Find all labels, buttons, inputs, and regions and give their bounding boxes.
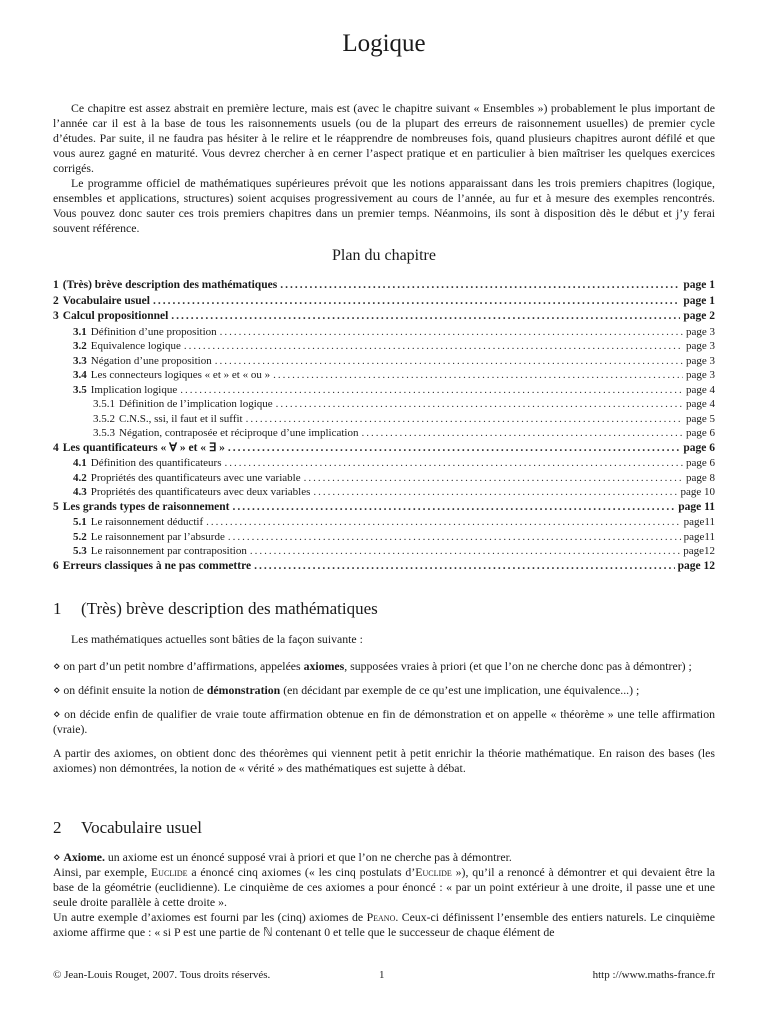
section-2-number: 2 [53, 818, 62, 837]
toc-entry-number: 5 [53, 500, 59, 513]
toc-entry-page: page 8 [685, 471, 715, 484]
toc-entry-page: page 4 [685, 383, 715, 396]
toc-entry-number: 4 [53, 441, 59, 454]
toc-entry-page: page11 [683, 530, 715, 543]
toc-entry-page: page 5 [685, 412, 715, 425]
toc-leader-dots [171, 309, 680, 325]
intro-paragraph-2: Le programme officiel de mathématiques supérieures prévoit que les notions apparaissant dans les trois premiers chapitres (logique, ensembles et applications, structures) soient acquises progressivement au cours de l’année, au fur et à mesure des exemples rencontrés. Vous pouvez donc sauter ces trois premiers chapitres dans un premier temps. Néanmoins, ils sont à disposition dès le début et j’y ferai souvent référence. [53, 176, 715, 235]
toc-entry-page: page 1 [683, 294, 715, 307]
toc-entry-title: Négation d’une proposition [90, 354, 212, 367]
toc-entry-title: Négation, contraposée et réciproque d’une implication [119, 427, 359, 439]
section-2-title: Vocabulaire usuel [81, 818, 203, 837]
toc-entry-title: Définition des quantificateurs [90, 457, 222, 469]
toc-entry-number: 3.5.1 [93, 398, 115, 410]
axiom-definition: ⋄ Axiome. un axiome est un énoncé supposé vrai à priori et que l’on ne cherche pas à démontrer. [53, 850, 512, 864]
diamond-bullet-icon: ⋄ [53, 850, 61, 864]
diamond-bullet-icon: ⋄ [53, 707, 61, 721]
toc-entry-title: Vocabulaire usuel [62, 294, 150, 307]
toc-entry[interactable] [53, 397, 715, 412]
name-euclide: Euclide [150, 865, 188, 879]
toc-entry-page: page 1 [683, 279, 715, 291]
toc-entry-title: Propriétés des quantificateurs avec une variable [90, 471, 301, 484]
toc-entry-number: 3.4 [73, 369, 87, 381]
section-2-heading [53, 818, 202, 838]
toc-entry-page: page 12 [677, 559, 715, 572]
name-peano: Peano [366, 910, 396, 924]
toc-entry-title: Propriétés des quantificateurs avec deux variables [90, 486, 311, 498]
toc-leader-dots [313, 485, 677, 500]
toc-entry-number: 4.1 [73, 457, 87, 469]
toc-entry-page: page 6 [685, 457, 715, 469]
toc-leader-dots [276, 397, 683, 412]
toc-entry-title: Calcul propositionnel [62, 310, 169, 322]
section-1-title: (Très) brève description des mathématiques [81, 599, 378, 618]
diamond-bullet-icon: ⋄ [53, 659, 61, 673]
toc-leader-dots [228, 530, 681, 545]
section-1-heading [53, 599, 378, 619]
toc-leader-dots [153, 294, 680, 310]
footer-copyright: © Jean-Louis Rouget, 2007. Tous droits réservés. [53, 969, 271, 981]
toc-entry-page: page 4 [685, 398, 715, 410]
peano-paragraph: Un autre exemple d’axiomes est fourni par les (cinq) axiomes de Peano. Ceux-ci définissent l’ensemble des entiers naturels. Le cinquième axiome affirme que : « si P est une partie de ℕ contenant 0 et telle que le successeur de chaque élément de [53, 910, 715, 939]
toc-leader-dots [250, 544, 680, 559]
toc-entry-title: Définition de l’implication logique [119, 398, 273, 410]
section-1-lead: Les mathématiques actuelles sont bâties de la façon suivante : [71, 632, 363, 646]
toc-entry[interactable] [53, 485, 715, 500]
toc-entry-title: Définition d’une proposition [90, 325, 217, 338]
toc-entry-page: page 11 [678, 500, 715, 513]
toc-entry[interactable] [53, 325, 715, 340]
toc-entry-page: page 3 [685, 340, 715, 352]
toc-entry-number: 3.3 [73, 354, 87, 367]
diamond-bullet-icon: ⋄ [53, 683, 61, 697]
toc-entry[interactable] [53, 471, 715, 486]
term-demonstration: démonstration [206, 683, 281, 697]
toc-entry-number: 3.5.2 [93, 412, 115, 425]
toc-entry[interactable] [53, 412, 715, 427]
toc-entry-page: page11 [683, 516, 715, 528]
toc-leader-dots [304, 471, 683, 486]
euclide-paragraph: Ainsi, par exemple, Euclide a énoncé cinq axiomes (« les cinq postulats d’Euclide »), qu’il a renoncé à démontrer et qui devaient être la base de la géométrie (euclidienne). Le cinquième de ces axiomes a pour énoncé : « par un point extérieur à une droite, il passe une et une seule droite parallèle à cette droite ». [53, 865, 715, 909]
toc-entry[interactable] [53, 294, 715, 310]
toc-leader-dots [254, 559, 675, 575]
toc-leader-dots [361, 426, 683, 441]
toc-leader-dots [280, 278, 680, 294]
toc-entry-title: C.N.S., ssi, il faut et il suffit [119, 412, 243, 425]
toc-entry-number: 2 [53, 294, 59, 307]
toc-entry-page: page 3 [685, 354, 715, 367]
toc-entry-title: (Très) brève description des mathématiques [62, 279, 278, 291]
term-axiomes: axiomes [303, 659, 345, 673]
name-euclide: Euclide [415, 865, 452, 879]
intro-text [53, 101, 715, 236]
toc-entry-number: 4.2 [73, 471, 87, 484]
plan-heading: Plan du chapitre [332, 247, 436, 264]
toc-entry[interactable] [53, 441, 715, 457]
toc-entry-number: 3.5.3 [93, 427, 115, 439]
toc-entry-title: Erreurs classiques à ne pas commettre [62, 559, 252, 572]
toc-entry-number: 5.2 [73, 530, 87, 543]
section-1-number: 1 [53, 599, 62, 618]
toc-entry-number: 3.2 [73, 340, 87, 352]
table-of-contents [53, 278, 715, 574]
toc-entry[interactable] [53, 278, 715, 294]
toc-entry-number: 5.1 [73, 516, 87, 528]
section-2-body [53, 850, 715, 940]
toc-leader-dots [273, 368, 683, 383]
toc-entry-number: 5.3 [73, 545, 87, 557]
toc-leader-dots [220, 325, 683, 340]
toc-leader-dots [215, 354, 683, 369]
toc-entry-page: page12 [683, 545, 715, 557]
toc-leader-dots [246, 412, 683, 427]
toc-entry-number: 6 [53, 559, 59, 572]
toc-entry-title: Le raisonnement déductif [90, 516, 204, 528]
toc-entry-page: page 3 [685, 325, 715, 338]
toc-entry-number: 3.5 [73, 383, 87, 396]
toc-entry[interactable] [53, 530, 715, 545]
toc-entry-number: 4.3 [73, 486, 87, 498]
toc-entry[interactable] [53, 383, 715, 398]
footer-page-number: 1 [379, 969, 385, 981]
page-footer [53, 969, 715, 985]
toc-entry[interactable] [53, 309, 715, 325]
section-1-body [53, 632, 715, 785]
toc-entry[interactable] [53, 544, 715, 559]
term-axiome: Axiome. [63, 850, 105, 864]
toc-entry-number: 3.1 [73, 325, 87, 338]
document-page [53, 0, 715, 1024]
toc-entry-page: page 6 [683, 441, 715, 454]
toc-entry[interactable] [53, 426, 715, 441]
toc-leader-dots [225, 456, 683, 471]
intro-paragraph-1: Ce chapitre est assez abstrait en première lecture, mais est (avec le chapitre suivant « Ensembles ») probablement le plus important de l’année car il est à la base de tous les raisonnements usuels (ou de la plupart des erreurs de raisonnement usuelles) de premier cycle d’études. Par suite, il ne faudra pas hésiter à le relire et le réapprendre de nombreuses fois, quand plusieurs chapitres auront défilé et que vous aurez gagné en maturité. Vous devrez chercher à en cerner l’aspect pratique et en particulier à bien maîtriser les quelques exercices corrigés. [53, 101, 715, 175]
toc-entry-title: Le raisonnement par l’absurde [90, 530, 225, 543]
toc-entry[interactable] [53, 456, 715, 471]
toc-entry-title: Les connecteurs logiques « et » et « ou » [90, 369, 271, 381]
bullet-axiomes: ⋄ on part d’un petit nombre d’affirmations, appelées axiomes, supposées vraies à priori (et que l’on ne cherche donc pas à démontrer) ; [53, 659, 692, 673]
toc-entry-number: 3 [53, 310, 59, 322]
toc-entry-page: page 3 [685, 369, 715, 381]
toc-leader-dots [180, 383, 683, 398]
toc-leader-dots [206, 515, 680, 530]
toc-entry[interactable] [53, 339, 715, 354]
toc-entry[interactable] [53, 559, 715, 575]
toc-entry-title: Les quantificateurs « ∀ » et « ∃ » [62, 441, 225, 454]
toc-entry-title: Implication logique [90, 383, 178, 396]
toc-entry-page: page 2 [683, 310, 715, 322]
toc-entry-title: Le raisonnement par contraposition [90, 545, 247, 557]
toc-entry[interactable] [53, 500, 715, 516]
bullet-theoreme: ⋄ on décide enfin de qualifier de vraie toute affirmation obtenue en fin de démonstration et on appelle « théorème » une telle affirmation (vraie). [53, 707, 715, 736]
toc-leader-dots [228, 441, 681, 457]
page-title: Logique [342, 30, 426, 57]
toc-entry-page: page 10 [680, 486, 715, 498]
bullet-demonstration: ⋄ on définit ensuite la notion de démonstration (en décidant par exemple de ce qu’est une implication, une équivalence...) ; [53, 683, 640, 697]
footer-website-link[interactable]: http ://www.maths-france.fr [592, 969, 715, 981]
toc-leader-dots [184, 339, 683, 354]
section-1-conclusion: A partir des axiomes, on obtient donc des théorèmes qui viennent petit à petit enrichir la théorie mathématique. En raison des bases (les axiomes) non démontrées, la notion de « vérité » des mathématiques est sujette à débat. [53, 746, 715, 775]
toc-leader-dots [233, 500, 676, 516]
toc-entry-number: 1 [53, 279, 59, 291]
toc-entry[interactable] [53, 368, 715, 383]
toc-entry-title: Les grands types de raisonnement [62, 500, 230, 513]
toc-entry[interactable] [53, 354, 715, 369]
toc-entry-page: page 6 [685, 427, 715, 439]
toc-entry-title: Equivalence logique [90, 340, 181, 352]
toc-entry[interactable] [53, 515, 715, 530]
